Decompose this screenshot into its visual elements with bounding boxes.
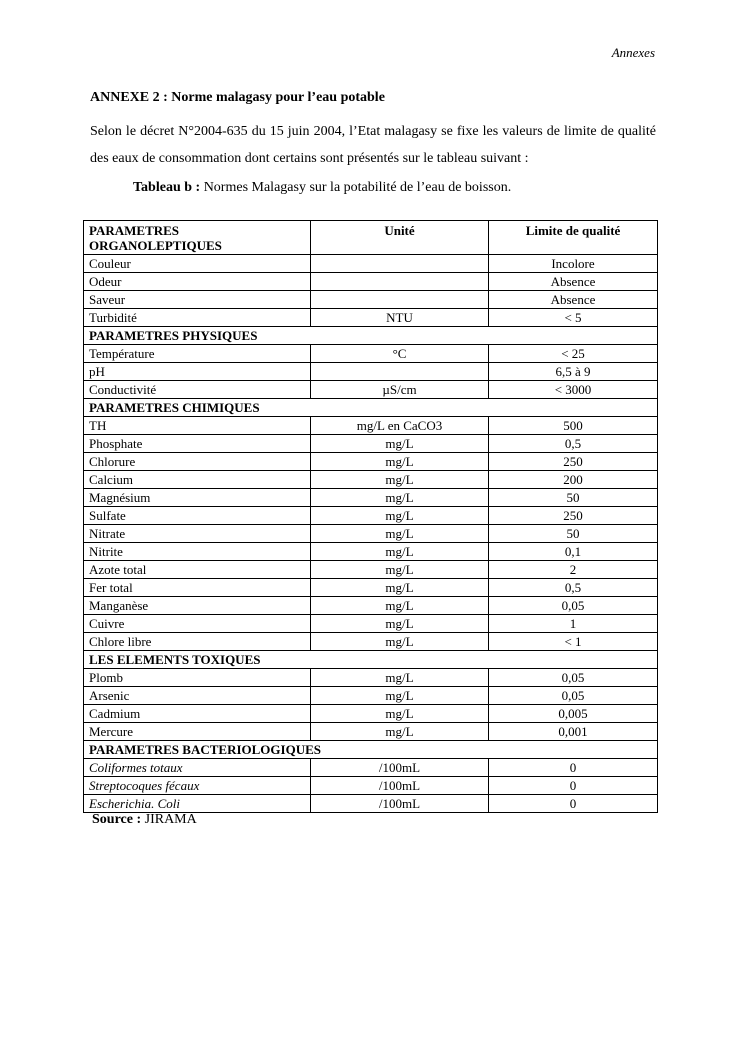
param-cell: Sulfate xyxy=(84,507,311,525)
annex-title: ANNEXE 2 : Norme malagasy pour l’eau potable xyxy=(90,90,385,105)
param-cell: Escherichia. Coli xyxy=(84,795,311,813)
table-row xyxy=(84,597,658,615)
table-row xyxy=(84,507,658,525)
limit-cell: 2 xyxy=(489,561,658,579)
unit-cell: /100mL xyxy=(311,759,489,777)
param-cell: Conductivité xyxy=(84,381,311,399)
section-row xyxy=(84,399,658,417)
limit-cell: 500 xyxy=(489,417,658,435)
caption-label: Tableau b : xyxy=(133,180,201,195)
norms-table xyxy=(83,220,658,813)
param-cell: Magnésium xyxy=(84,489,311,507)
section-title: PARAMETRES PHYSIQUES xyxy=(84,327,658,345)
param-cell: Nitrate xyxy=(84,525,311,543)
table-row xyxy=(84,273,658,291)
source-text: JIRAMA xyxy=(141,812,197,827)
limit-cell: < 3000 xyxy=(489,381,658,399)
unit-cell: mg/L xyxy=(311,615,489,633)
limit-cell: 0,05 xyxy=(489,597,658,615)
unit-cell: °C xyxy=(311,345,489,363)
param-cell: Manganèse xyxy=(84,597,311,615)
table-row xyxy=(84,453,658,471)
table-row xyxy=(84,795,658,813)
limit-cell: 0,005 xyxy=(489,705,658,723)
param-cell: Plomb xyxy=(84,669,311,687)
limit-cell: 200 xyxy=(489,471,658,489)
table-row xyxy=(84,345,658,363)
unit-cell: mg/L xyxy=(311,579,489,597)
param-cell: Azote total xyxy=(84,561,311,579)
unit-cell: mg/L xyxy=(311,561,489,579)
param-cell: pH xyxy=(84,363,311,381)
unit-cell xyxy=(311,273,489,291)
param-cell: Odeur xyxy=(84,273,311,291)
limit-cell: 0,1 xyxy=(489,543,658,561)
source-label: Source : xyxy=(92,812,142,827)
table-header-row xyxy=(84,221,658,255)
intro-paragraph: Selon le décret N°2004-635 du 15 juin 2004, l’Etat malagasy se fixe les valeurs de limite de qualité des eaux de consommation dont certains sont présentés sur le tableau suivant : xyxy=(90,124,656,166)
source-note xyxy=(92,812,197,828)
limit-cell: 50 xyxy=(489,489,658,507)
unit-cell: mg/L xyxy=(311,633,489,651)
unit-cell: mg/L xyxy=(311,723,489,741)
unit-cell: mg/L xyxy=(311,705,489,723)
unit-cell: mg/L xyxy=(311,435,489,453)
limit-cell: 250 xyxy=(489,507,658,525)
limit-cell: < 1 xyxy=(489,633,658,651)
unit-cell: mg/L xyxy=(311,543,489,561)
header-limit: Limite de qualité xyxy=(489,221,658,255)
unit-cell: mg/L xyxy=(311,687,489,705)
unit-cell: /100mL xyxy=(311,795,489,813)
param-cell: Température xyxy=(84,345,311,363)
unit-cell: mg/L xyxy=(311,597,489,615)
limit-cell: < 5 xyxy=(489,309,658,327)
table-row xyxy=(84,759,658,777)
section-title: LES ELEMENTS TOXIQUES xyxy=(84,651,658,669)
table-row xyxy=(84,723,658,741)
unit-cell: mg/L xyxy=(311,669,489,687)
table-row xyxy=(84,471,658,489)
unit-cell xyxy=(311,363,489,381)
table-row xyxy=(84,705,658,723)
param-cell: Nitrite xyxy=(84,543,311,561)
table-row xyxy=(84,291,658,309)
table-row xyxy=(84,417,658,435)
param-cell: Calcium xyxy=(84,471,311,489)
unit-cell xyxy=(311,255,489,273)
table-row xyxy=(84,633,658,651)
unit-cell: mg/L en CaCO3 xyxy=(311,417,489,435)
table-row xyxy=(84,615,658,633)
limit-cell: 0 xyxy=(489,795,658,813)
section-row xyxy=(84,741,658,759)
unit-cell: NTU xyxy=(311,309,489,327)
section-title: PARAMETRES BACTERIOLOGIQUES xyxy=(84,741,658,759)
section-row xyxy=(84,651,658,669)
table-row xyxy=(84,309,658,327)
table-row xyxy=(84,489,658,507)
header-param: PARAMETRES ORGANOLEPTIQUES xyxy=(84,221,311,255)
unit-cell: mg/L xyxy=(311,507,489,525)
section-title: PARAMETRES CHIMIQUES xyxy=(84,399,658,417)
table-row xyxy=(84,687,658,705)
table-row xyxy=(84,525,658,543)
param-cell: Streptocoques fécaux xyxy=(84,777,311,795)
table-row xyxy=(84,255,658,273)
limit-cell: 0,05 xyxy=(489,669,658,687)
unit-cell: µS/cm xyxy=(311,381,489,399)
limit-cell: Absence xyxy=(489,273,658,291)
param-cell: Chlorure xyxy=(84,453,311,471)
limit-cell: 0 xyxy=(489,777,658,795)
table-row xyxy=(84,579,658,597)
limit-cell: 0,001 xyxy=(489,723,658,741)
limit-cell: 6,5 à 9 xyxy=(489,363,658,381)
limit-cell: < 25 xyxy=(489,345,658,363)
table-row xyxy=(84,777,658,795)
param-cell: Arsenic xyxy=(84,687,311,705)
page-header: Annexes xyxy=(611,45,655,60)
unit-cell: mg/L xyxy=(311,525,489,543)
limit-cell: 250 xyxy=(489,453,658,471)
param-cell: Mercure xyxy=(84,723,311,741)
unit-cell: mg/L xyxy=(311,489,489,507)
param-cell: TH xyxy=(84,417,311,435)
table-row xyxy=(84,669,658,687)
limit-cell: 0,05 xyxy=(489,687,658,705)
param-cell: Phosphate xyxy=(84,435,311,453)
param-cell: Couleur xyxy=(84,255,311,273)
limit-cell: Incolore xyxy=(489,255,658,273)
caption-text: Normes Malagasy sur la potabilité de l’eau de boisson. xyxy=(200,180,512,195)
table-row xyxy=(84,363,658,381)
param-cell: Chlore libre xyxy=(84,633,311,651)
param-cell: Cuivre xyxy=(84,615,311,633)
table-caption xyxy=(133,180,511,196)
header-unit: Unité xyxy=(311,221,489,255)
param-cell: Cadmium xyxy=(84,705,311,723)
limit-cell: 0,5 xyxy=(489,435,658,453)
param-cell: Fer total xyxy=(84,579,311,597)
table-row xyxy=(84,543,658,561)
unit-cell: mg/L xyxy=(311,453,489,471)
param-cell: Coliformes totaux xyxy=(84,759,311,777)
table-row xyxy=(84,561,658,579)
limit-cell: 1 xyxy=(489,615,658,633)
limit-cell: 0 xyxy=(489,759,658,777)
section-row xyxy=(84,327,658,345)
limit-cell: Absence xyxy=(489,291,658,309)
param-cell: Turbidité xyxy=(84,309,311,327)
limit-cell: 0,5 xyxy=(489,579,658,597)
unit-cell: mg/L xyxy=(311,471,489,489)
param-cell: Saveur xyxy=(84,291,311,309)
table-row xyxy=(84,381,658,399)
table-row xyxy=(84,435,658,453)
limit-cell: 50 xyxy=(489,525,658,543)
unit-cell: /100mL xyxy=(311,777,489,795)
unit-cell xyxy=(311,291,489,309)
